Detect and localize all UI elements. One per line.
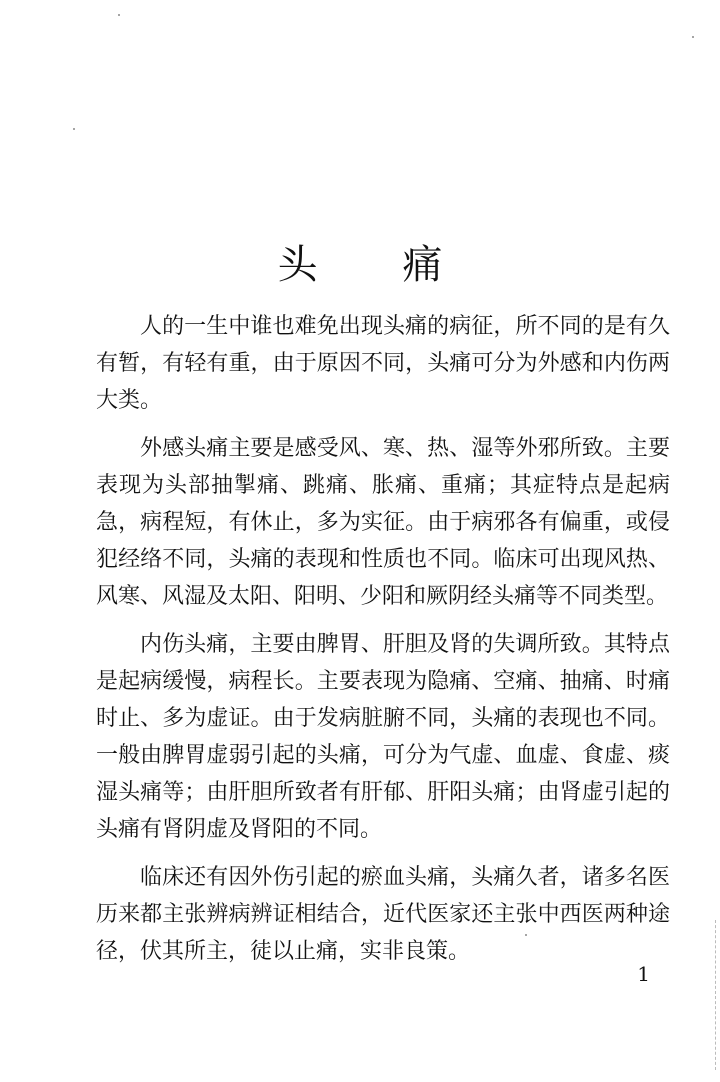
paragraph-external-headache: 外感头痛主要是感受风、寒、热、湿等外邪所致。主要表现为头部抽掣痛、跳痛、胀痛、重痛；其症特点是起病急，病程短，有休止，多为实征。由于病邪各有偏重，或侵犯经络不同，头痛的表现和性质也不同。临床可出现风热、风寒、风湿及太阳、阳明、少阳和厥阴经头痛等不同类型。 (96, 436, 670, 609)
scan-speck (692, 36, 694, 38)
page-title: 头 痛 (277, 241, 479, 288)
paragraph-internal-headache: 内伤头痛，主要由脾胃、肝胆及肾的失调所致。其特点是起病缓慢，病程长。主要表现为隐痛、空痛、抽痛、时痛时止、多为虚证。由于发病脏腑不同，头痛的表现也不同。一般由脾胃虚弱引起的头痛，可分为气虚、血虚、食虚、痰湿头痛等；由肝胆所致者有肝郁、肝阳头痛；由肾虚引起的头痛有肾阴虚及肾阳的不同。 (96, 632, 670, 842)
scan-speck (118, 14, 120, 16)
paragraph-clinical: 临床还有因外伤引起的瘀血头痛，头痛久者，诸多名医历来都主张辨病辨证相结合，近代医家还主张中西医两种途径，伏其所主，徒以止痛，实非良策。 (96, 865, 670, 964)
page-edge-line (714, 920, 716, 1070)
paragraph-intro: 人的一生中谁也难免出现头痛的病征，所不同的是有久有暂，有轻有重，由于原因不同，头痛可分为外感和内伤两大类。 (96, 314, 670, 413)
scan-speck (73, 128, 75, 130)
page-number: 1 (637, 962, 650, 986)
body-text (96, 308, 670, 981)
